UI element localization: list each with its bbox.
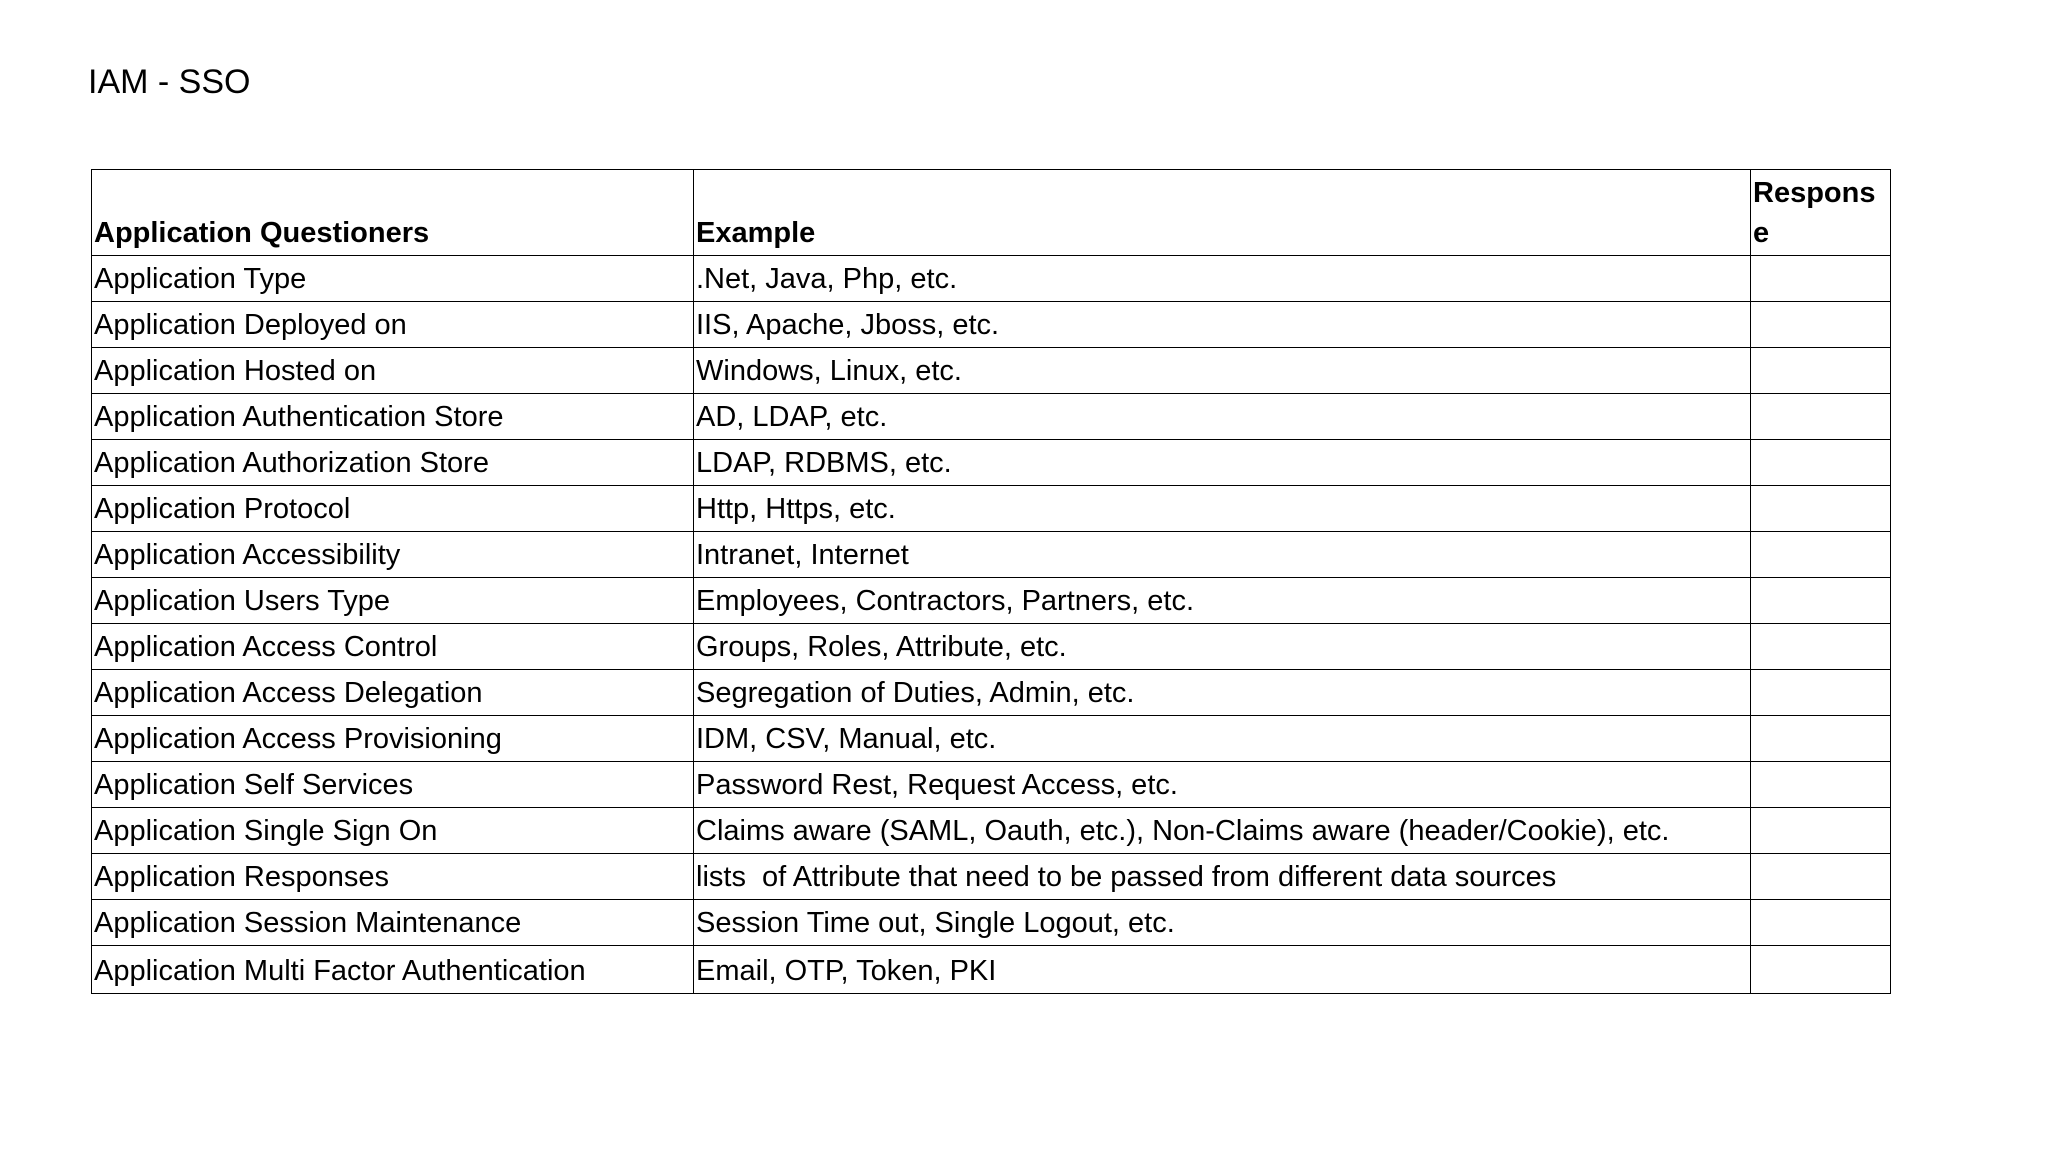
example-cell: Segregation of Duties, Admin, etc.	[694, 670, 1751, 716]
page-title: IAM - SSO	[88, 63, 251, 101]
response-cell	[1751, 302, 1891, 348]
question-cell: Application Self Services	[92, 762, 694, 808]
example-cell: .Net, Java, Php, etc.	[694, 256, 1751, 302]
table-row	[92, 256, 1891, 302]
response-cell	[1751, 854, 1891, 900]
table-row	[92, 716, 1891, 762]
question-cell: Application Authentication Store	[92, 394, 694, 440]
example-cell: lists of Attribute that need to be passed from different data sources	[694, 854, 1751, 900]
question-cell: Application Access Control	[92, 624, 694, 670]
response-cell	[1751, 716, 1891, 762]
question-cell: Application Users Type	[92, 578, 694, 624]
example-cell: Http, Https, etc.	[694, 486, 1751, 532]
table-header	[92, 170, 1891, 256]
question-cell: Application Deployed on	[92, 302, 694, 348]
table-row	[92, 670, 1891, 716]
table-row	[92, 302, 1891, 348]
example-cell: AD, LDAP, etc.	[694, 394, 1751, 440]
question-cell: Application Protocol	[92, 486, 694, 532]
response-cell	[1751, 900, 1891, 946]
question-cell: Application Access Provisioning	[92, 716, 694, 762]
response-cell	[1751, 762, 1891, 808]
example-cell: Email, OTP, Token, PKI	[694, 946, 1751, 994]
table-row	[92, 854, 1891, 900]
example-cell: Groups, Roles, Attribute, etc.	[694, 624, 1751, 670]
table-row	[92, 440, 1891, 486]
example-cell: Windows, Linux, etc.	[694, 348, 1751, 394]
table-row	[92, 394, 1891, 440]
question-cell: Application Session Maintenance	[92, 900, 694, 946]
header-response: Response	[1751, 170, 1891, 256]
table-body	[92, 256, 1891, 994]
response-cell	[1751, 624, 1891, 670]
response-cell	[1751, 348, 1891, 394]
example-cell: Employees, Contractors, Partners, etc.	[694, 578, 1751, 624]
example-cell: Intranet, Internet	[694, 532, 1751, 578]
example-cell: IIS, Apache, Jboss, etc.	[694, 302, 1751, 348]
example-cell: IDM, CSV, Manual, etc.	[694, 716, 1751, 762]
table-row	[92, 808, 1891, 854]
response-cell	[1751, 578, 1891, 624]
header-row	[92, 170, 1891, 256]
questionnaire-table	[91, 169, 1891, 994]
question-cell: Application Access Delegation	[92, 670, 694, 716]
table-row	[92, 624, 1891, 670]
example-cell: Session Time out, Single Logout, etc.	[694, 900, 1751, 946]
response-cell	[1751, 440, 1891, 486]
question-cell: Application Type	[92, 256, 694, 302]
response-cell	[1751, 808, 1891, 854]
table-row	[92, 762, 1891, 808]
question-cell: Application Accessibility	[92, 532, 694, 578]
question-cell: Application Authorization Store	[92, 440, 694, 486]
example-cell: LDAP, RDBMS, etc.	[694, 440, 1751, 486]
question-cell: Application Multi Factor Authentication	[92, 946, 694, 994]
header-question: Application Questioners	[92, 170, 694, 256]
table-row	[92, 532, 1891, 578]
response-cell	[1751, 486, 1891, 532]
table-row	[92, 578, 1891, 624]
example-cell: Password Rest, Request Access, etc.	[694, 762, 1751, 808]
response-cell	[1751, 256, 1891, 302]
response-cell	[1751, 946, 1891, 994]
response-cell	[1751, 394, 1891, 440]
table-row	[92, 348, 1891, 394]
response-cell	[1751, 532, 1891, 578]
question-cell: Application Single Sign On	[92, 808, 694, 854]
table-row	[92, 946, 1891, 994]
header-example: Example	[694, 170, 1751, 256]
table-row	[92, 486, 1891, 532]
question-cell: Application Hosted on	[92, 348, 694, 394]
question-cell: Application Responses	[92, 854, 694, 900]
example-cell: Claims aware (SAML, Oauth, etc.), Non-Claims aware (header/Cookie), etc.	[694, 808, 1751, 854]
response-cell	[1751, 670, 1891, 716]
table-row	[92, 900, 1891, 946]
